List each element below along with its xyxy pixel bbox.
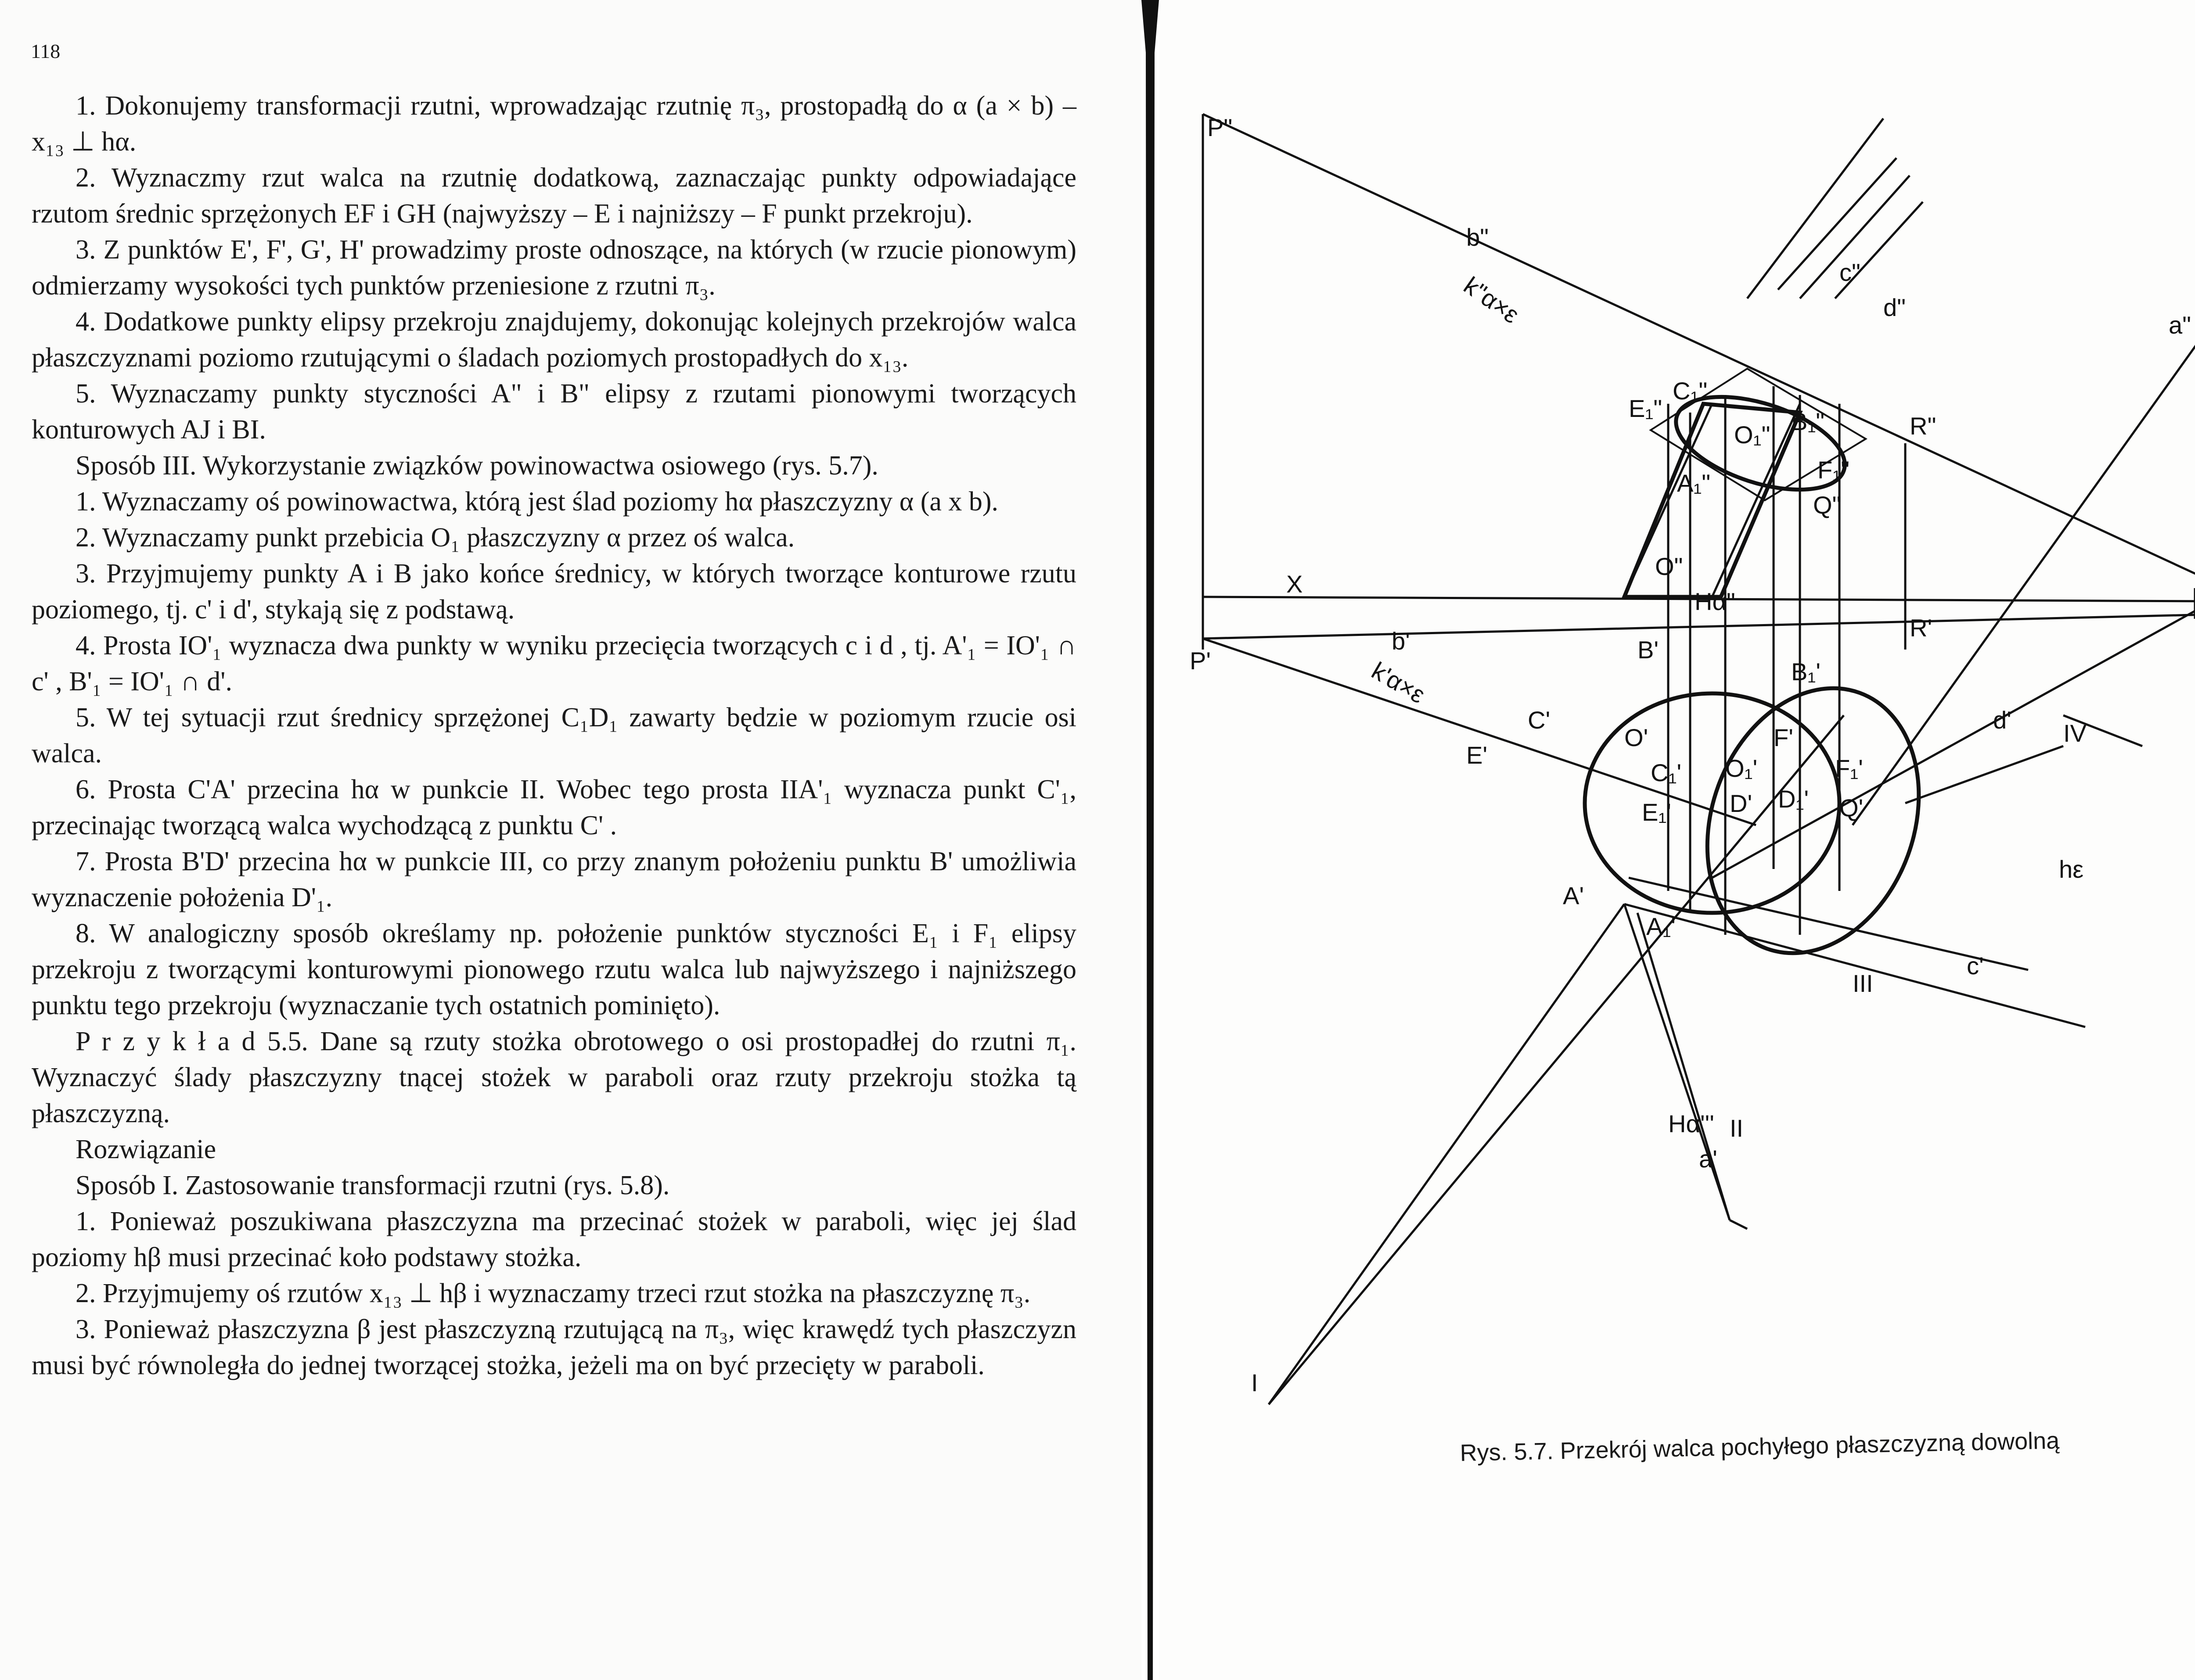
label-C12: C₁" xyxy=(1673,377,1708,405)
paragraph: 6. Prosta C'A' przecina hα w punkcie II. Wobec tego prosta IIA'₁ wyznacza punkt C'₁, przecinając tworzącą walca wychodzącą z punktu C' . xyxy=(32,775,1076,840)
label-C1: C' xyxy=(1528,706,1551,734)
paragraph: 5. W tej sytuacji rzut średnicy sprzężonej C₁D₁ zawarty będzie w poziomym rzucie osi walca. xyxy=(32,703,1076,768)
paragraph: 3. Przyjmujemy punkty A i B jako końce średnicy, w których tworzące konturowe rzutu poziomego, tj. c' i d', stykają się z podstawą. xyxy=(32,559,1076,625)
label-c2: c" xyxy=(1839,258,1860,286)
paragraph: 2. Przyjmujemy oś rzutów x₁₃ ⊥ hβ i wyznaczamy trzeci rzut stożka na płaszczyznę π₃. xyxy=(76,1278,1031,1308)
paragraph: 4. Dodatkowe punkty elipsy przekroju znajdujemy, dokonując kolejnych przekrojów walca płaszczyznami poziomo rzutującymi o śladach poziomych prostopadłych do x₁₃. xyxy=(32,307,1076,373)
label-k1: k'α×ε xyxy=(1367,656,1430,709)
figure-caption: Rys. 5.7. Przekrój walca pochyłego płaszczyzną dowolną xyxy=(1460,1427,2060,1466)
body-text xyxy=(32,88,1076,1383)
label-II: II xyxy=(1730,1114,1744,1142)
label-F12: F₁" xyxy=(1817,456,1850,484)
label-Ha3: Hα''' xyxy=(1668,1110,1714,1138)
label-Ha2: Hα" xyxy=(1695,588,1735,615)
label-B11: B₁' xyxy=(1791,658,1821,686)
geometric-figure xyxy=(1185,79,2195,1483)
label-E11: E₁' xyxy=(1642,798,1671,826)
label-b2: b" xyxy=(1466,223,1489,251)
label-O2: O" xyxy=(1655,553,1683,580)
label-A12: A₁" xyxy=(1677,469,1711,497)
label-R1: R' xyxy=(1910,614,1932,642)
label-d1: d' xyxy=(1993,706,2011,734)
label-c1: c' xyxy=(1967,952,1984,980)
label-IV: IV xyxy=(2063,719,2087,747)
label-E12: E₁" xyxy=(1629,395,1662,422)
label-Q1: Q' xyxy=(1839,794,1864,822)
label-P2: P" xyxy=(1207,114,1233,141)
paragraph: 3. Z punktów E', F', G', H' prowadzimy proste odnoszące, na których (w rzucie pionowym) odmierzamy wysokości tych punktów przeniesione z rzutni π₃. xyxy=(32,235,1076,301)
label-X: X xyxy=(1286,570,1303,598)
page-number-left: 118 xyxy=(31,40,61,62)
label-E1: E' xyxy=(1466,741,1488,769)
paragraph: 1. Ponieważ poszukiwana płaszczyzna ma przecinać stożek w paraboli, więc jej ślad poziomy hβ musi przecinać koło podstawy stożka. xyxy=(32,1206,1076,1272)
label-A11: A₁' xyxy=(1646,912,1676,940)
label-a1: a' xyxy=(1699,1145,1717,1173)
label-D11: D₁' xyxy=(1778,785,1809,813)
paragraph: 8. W analogiczny sposób określamy np. położenie punktów styczności E₁ i F₁ elipsy przekroju z tworzącymi konturowymi pionowego rzutu walca lub najwyższego i najniższego punktu tego przekroju (wyznaczanie tych ostatnich pominięto). xyxy=(32,919,1076,1020)
label-A1: A' xyxy=(1563,882,1584,909)
paragraph: 2. Wyznaczmy rzut walca na rzutnię dodatkową, zaznaczając punkty odpowiadające rzutom średnic sprzężonych EF i GH (najwyższy – E i najniższy – F punkt przekroju). xyxy=(32,163,1076,229)
label-I: I xyxy=(1251,1369,1258,1396)
paragraph: 1. Dokonujemy transformacji rzutni, wprowadzając rzutnię π₃, prostopadłą do α (a × b) – x₁₃ ⊥ hα. xyxy=(32,91,1076,157)
paragraph: 7. Prosta B'D' przecina hα w punkcie III, co przy znanym położeniu punktu B' umożliwia wyznaczenie położenia D'₁. xyxy=(32,847,1076,912)
label-k2: k"α×ε xyxy=(1459,271,1525,329)
label-C11: C₁' xyxy=(1651,759,1682,786)
label-III: III xyxy=(1853,969,1873,997)
label-he: hε xyxy=(2059,855,2084,883)
paragraph: Rozwiązanie xyxy=(76,1134,216,1164)
label-b1: b' xyxy=(1392,627,1410,655)
figure-labels xyxy=(1190,114,2195,1396)
label-Q2: Q" xyxy=(1813,491,1841,519)
label-d2: d" xyxy=(1883,294,1906,321)
label-a2: a" xyxy=(2169,311,2191,339)
label-R2: R" xyxy=(1910,412,1936,440)
paragraph: 2. Wyznaczamy punkt przebicia O₁ płaszczyzny α przez oś walca. xyxy=(76,523,795,553)
label-F1: F' xyxy=(1774,724,1793,751)
paragraph: 3. Ponieważ płaszczyzna β jest płaszczyzną rzutującą na π₃, więc krawędź tych płaszczyzn musi być równoległa do jednej tworzącej stożka, jeżeli ma on być przecięty w paraboli. xyxy=(32,1314,1076,1380)
paragraph: 4. Prosta IO'₁ wyznacza dwa punkty w wyniku przecięcia tworzących c i d , tj. A'₁ = IO'₁ ∩ c' , B'₁ = IO'₁ ∩ d'. xyxy=(32,631,1076,696)
label-B12: B₁" xyxy=(1791,408,1825,435)
label-P1: P' xyxy=(1190,647,1211,675)
label-O12: O₁" xyxy=(1734,421,1770,449)
paragraph: P r z y k ł a d 5.5. Dane są rzuty stożka obrotowego o osi prostopadłej do rzutni π₁. Wyznaczyć ślady płaszczyzny tnącej stożek w paraboli oraz rzuty przekroju stożka tą płaszczyzną. xyxy=(32,1027,1076,1128)
paragraph: 1. Wyznaczamy oś powinowactwa, którą jest ślad poziomy hα płaszczyzny α (a x b). xyxy=(76,487,999,517)
paragraph: 5. Wyznaczamy punkty styczności A" i B" elipsy z rzutami pionowymi tworzących konturowych AJ i BI. xyxy=(32,379,1076,445)
label-O11: O₁' xyxy=(1725,754,1758,782)
label-D1: D' xyxy=(1730,790,1752,817)
paragraph: Sposób I. Zastosowanie transformacji rzutni (rys. 5.8). xyxy=(76,1170,670,1200)
label-B1: B' xyxy=(1637,636,1659,664)
label-F11: F₁' xyxy=(1835,754,1863,782)
paragraph: Sposób III. Wykorzystanie związków powinowactwa osiowego (rys. 5.7). xyxy=(76,451,878,481)
label-O1: O' xyxy=(1624,724,1648,751)
